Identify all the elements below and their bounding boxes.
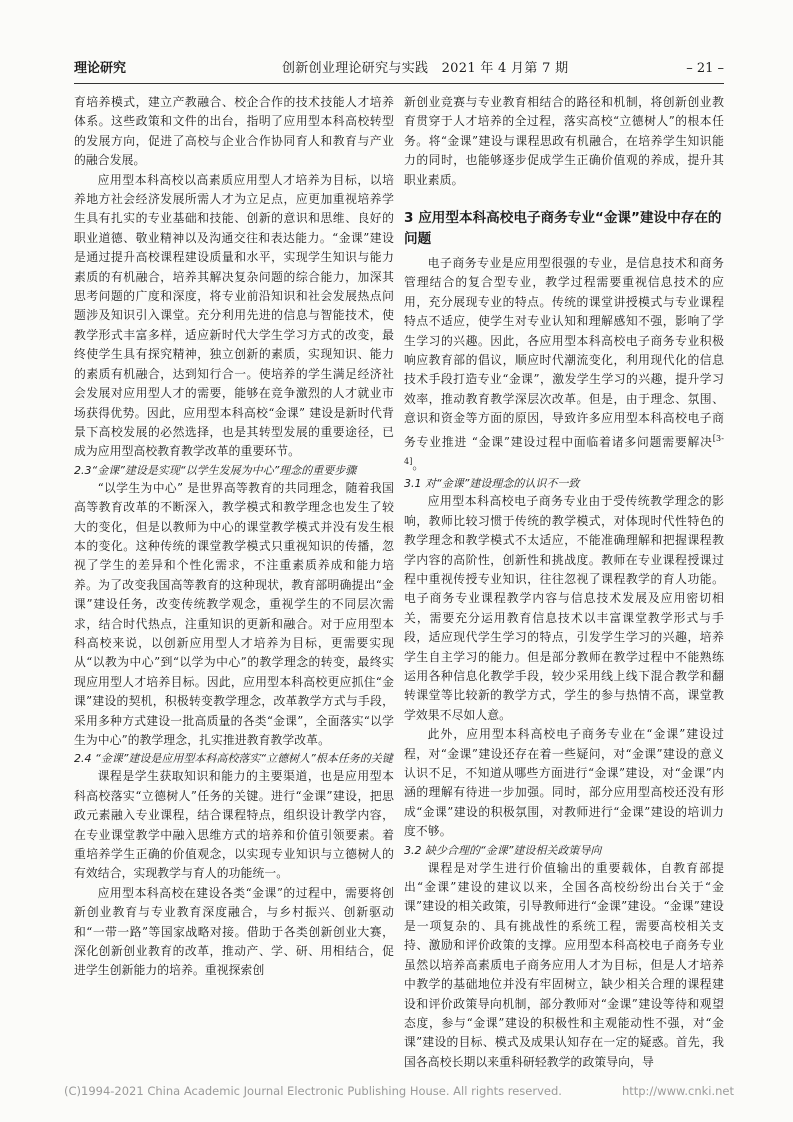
paragraph: 新创业竞赛与专业教育相结合的路径和机制，将创新创业教育贯穿于人才培养的全过程，落实高校“立德树人”的根本任务。将“金课”建设与课程思政有机融合，在培养学生知识能力的同时，也能够逐步促成学生正确价值观的养成，提升其职业素质。 — [404, 95, 724, 187]
header-journal: 创新创业理论研究与实践 2021 年 4 月第 7 期 — [282, 61, 569, 76]
copyright-text: (C)1994-2021 China Academic Journal Electronic Publishing House. All rights reserved. — [64, 1084, 562, 1098]
paragraph: 应用型本科高校以高素质应用型人才培养为目标，以培养地方社会经济发展所需人才为立足点，应更加重视培养学生具有扎实的专业基础和技能、创新的意识和思维、良好的职业道德、敬业精神以及沟通交往和表达能力。“金课”建设是通过提升高校课程建设质量和水平，实现学生知识与能力素质的有机融合，培养其解决复杂问题的综合能力，加深其思考问题的广度和深度，将专业前沿知识和社会发展热点问题涉及知识引入课堂。充分利用先进的信息与智能技术，使教学形式丰富多样，适应新时代大学生学习方式的改变，最终使学生具有探究精神，独立创新的素质，实现知识、能力的素质有机融合，达到知行合一。使培养的学生满足经济社会发展对应用型人才的需要，能够在竞争激烈的人才就业市场获得优势。因此，应用型本科高校“金课” 建设是新时代背景下高校发展的必然选择，也是其转型发展的重要途径，已成为应用型高校教育教学改革的重要环节。 — [74, 172, 394, 459]
running-header — [74, 58, 724, 84]
paragraph: 此外，应用型本科高校电子商务专业在“金课”建设过程，对“金课”建设还存在着一些疑问，对“金课”建设的意义认识不足，不知道从哪些方面进行“金课”建设，对“金课”内涵的理解有待进一步加强。同时，部分应用型高校还没有形成“金课”建设的积极氛围，对教师进行“金课”建设的培训力度不够。 — [404, 727, 724, 839]
subsection-heading-2-3: 2.3“金课”建设是实现“以学生发展为中心”理念的重要步骤 — [74, 463, 357, 477]
header-rule — [74, 83, 724, 84]
copyright-footer — [64, 1082, 734, 1102]
subsection-heading-3-2: 3.2 缺少合理的“金课”建设相关政策导向 — [404, 843, 602, 857]
right-column — [404, 93, 724, 1072]
paragraph — [404, 254, 724, 475]
paragraph: 课程是对学生进行价值输出的重要载体，自教育部提出“金课”建设的建议以来，全国各高校纷纷出台关于“金课”建设的相关政策，引导教师进行“金课”建设。“金课”建设是一项复杂的、具有挑战性的系统工程，需要高校相关支持、激励和评价政策的支撑。应用型本科高校电子商务专业虽然以培养高素质电子商务应用人才为目标，但是人才培养中教学的基础地位并没有牢固树立，缺少相关合理的课程建设和评价政策导向机制，部分教师对“金课”建设等待和观望态度，参与“金课”建设的积极性和主观能动性不强，对“金课”建设的目标、模式及成果认知存在一定的疑惑。首先，我国各高校长期以来重科研轻教学的政策导向，导 — [404, 860, 724, 1069]
paragraph: 应用型本科高校电子商务专业由于受传统教学理念的影响，教师比较习惯于传统的教学模式，对体现时代性特色的教学理念和教学模式不太适应，不能准确理解和把握课程教学内容的高阶性，创新性和挑战度。教师在专业课程授课过程中重视传授专业知识，往往忽视了课程教学的育人功能。电子商务专业课程教学内容与信息技术发展及应用密切相关，需要充分运用教育信息技术以丰富课堂教学形式与手段，适应现代学生学习的特点，引发学生学习的兴趣，培养学生自主学习的能力。但是部分教师在教学过程中不能熟练运用各种信息化教学手段，较少采用线上线下混合教学和翻转课堂等比较新的教学方式，学生的参与热情不高，课堂教学效果不尽如人意。 — [404, 494, 724, 722]
paragraph: 育培养模式，建立产教融合、校企合作的技术技能人才培养体系。这些政策和文件的出台，指明了应用型本科高校转型的发展方向，促进了高校与企业合作协同育人和教育与产业的融合发展。 — [74, 95, 394, 168]
header-section: 理论研究 — [74, 61, 127, 76]
section-heading-3: 3 应用型本科高校电子商务专业“金课”建设中存在的问题 — [404, 210, 722, 248]
site-link[interactable]: http://www.cnki.net — [621, 1084, 734, 1098]
subsection-heading-2-4: 2.4 “金课”建设是应用型本科高校落实“立德树人”根本任务的关键 — [74, 752, 393, 766]
paragraph: 应用型本科高校在建设各类“金课”的过程中，需要将创新创业教育与专业教育深度融合，与乡村振兴、创新驱动和“一带一路”等国家战略对接。借助于各类创新创业大赛，深化创新创业教育的改革，推动产、学、研、用相结合，促进学生创新能力的培养。重视探索创 — [74, 885, 394, 978]
paragraph: 课程是学生获取知识和能力的主要渠道，也是应用型本科高校落实“立德树人”任务的关键。进行“金课”建设，把思政元素融入专业课程，结合课程特点，组织设计教学内容，在专业课堂教学中融入思维方式的培养和价值引领要素。着重培养学生正确的价值观念，以实现专业知识与立德树人的有效结合，实现教学与育人的功能统一。 — [74, 769, 394, 881]
header-page-number: – 21 – — [686, 61, 724, 76]
left-column — [74, 93, 394, 981]
citation: [3-4] — [404, 433, 724, 467]
paragraph-end: 。 — [412, 457, 425, 472]
paragraph-text: 电子商务专业是应用型很强的专业，是信息技术和商务管理结合的复合型专业，教学过程需要重视信息技术的应用，充分展现专业的特点。传统的课堂讲授模式与专业课程特点不适应，使学生对专业认知和理解感知不强，影响了学生学习的兴趣。因此，各应用型本科高校电子商务专业积极响应教育部的倡议，顺应时代潮流变化，利用现代化的信息技术手段打造专业“金课”，激发学生学习的兴趣，提升学习效率，推动教育教学深层次改革。但是，由于理念、氛围、意识和资金等方面的原因，导致许多应用型本科高校电子商务专业推进 “金课”建设过程中面临着诸多问题需要解决 — [404, 256, 724, 449]
subsection-heading-3-1: 3.1 对“金课”建设理念的认识不一致 — [404, 477, 580, 491]
paragraph: “以学生为中心” 是世界高等教育的共同理念，随着我国高等教育改革的不断深入，教学模式和教学理念也发生了较大的变化，但是以教师为中心的课堂教学模式并没有发生根本的变化。这种传统的课堂教学模式只重视知识的传播，忽视了学生的差异和个性化需求，不注重素质养成和能力培养。为了改变我国高等教育的这种现状，教育部明确提出“金课”建设任务，改变传统教学观念，重视学生的不同层次需求，结合时代热点，注重知识的更新和融合。对于应用型本科高校来说，以创新应用型人才培养为目标，更需要实现从“以教为中心”到“以学为中心”的教学理念的转变，最终实现应用型人才培养目标。因此，应用型本科高校更应抓住“金课”建设的契机，积极转变教学理念，改革教学方式与手段，采用多种方式建设一批高质量的各类“金课”，全面落实“以学生为中心”的教学理念，扎实推进教育教学改革。 — [74, 480, 394, 747]
